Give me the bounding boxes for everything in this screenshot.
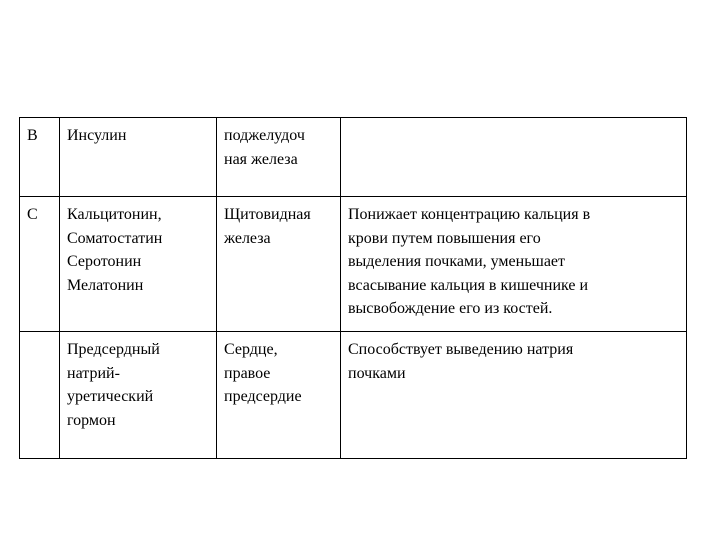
gland-cell	[217, 197, 341, 332]
effect-cell	[341, 197, 687, 332]
row-letter-cell	[20, 332, 60, 459]
hormone-cell	[60, 197, 217, 332]
gland-cell	[217, 118, 341, 197]
hormone-name: Инсулин	[67, 127, 127, 144]
row-letter: В	[27, 127, 38, 144]
hormone-name: Кальцитонин, Соматостатин Серотонин Мелатонин	[67, 206, 163, 294]
gland-name: поджелудоч ная железа	[224, 127, 305, 168]
table-row	[20, 118, 687, 197]
row-letter-cell	[20, 197, 60, 332]
hormone-name: Предсердный натрий- уретический гормон	[67, 341, 160, 429]
effect-cell	[341, 118, 687, 197]
hormone-cell	[60, 332, 217, 459]
gland-name: Щитовидная железа	[224, 206, 311, 247]
row-letter: С	[27, 206, 38, 223]
table-row	[20, 197, 687, 332]
effect-text: Понижает концентрацию кальция в крови путем повышения его выделения почками, уменьшает всасывание кальция в кишечнике и высвобождение его из костей.	[348, 206, 591, 317]
row-letter-cell	[20, 118, 60, 197]
hormone-table	[19, 117, 687, 459]
effect-cell	[341, 332, 687, 459]
effect-text: Способствует выведению натрия почками	[348, 341, 574, 382]
table-row	[20, 332, 687, 459]
gland-name: Сердце, правое предсердие	[224, 341, 302, 405]
gland-cell	[217, 332, 341, 459]
hormone-cell	[60, 118, 217, 197]
